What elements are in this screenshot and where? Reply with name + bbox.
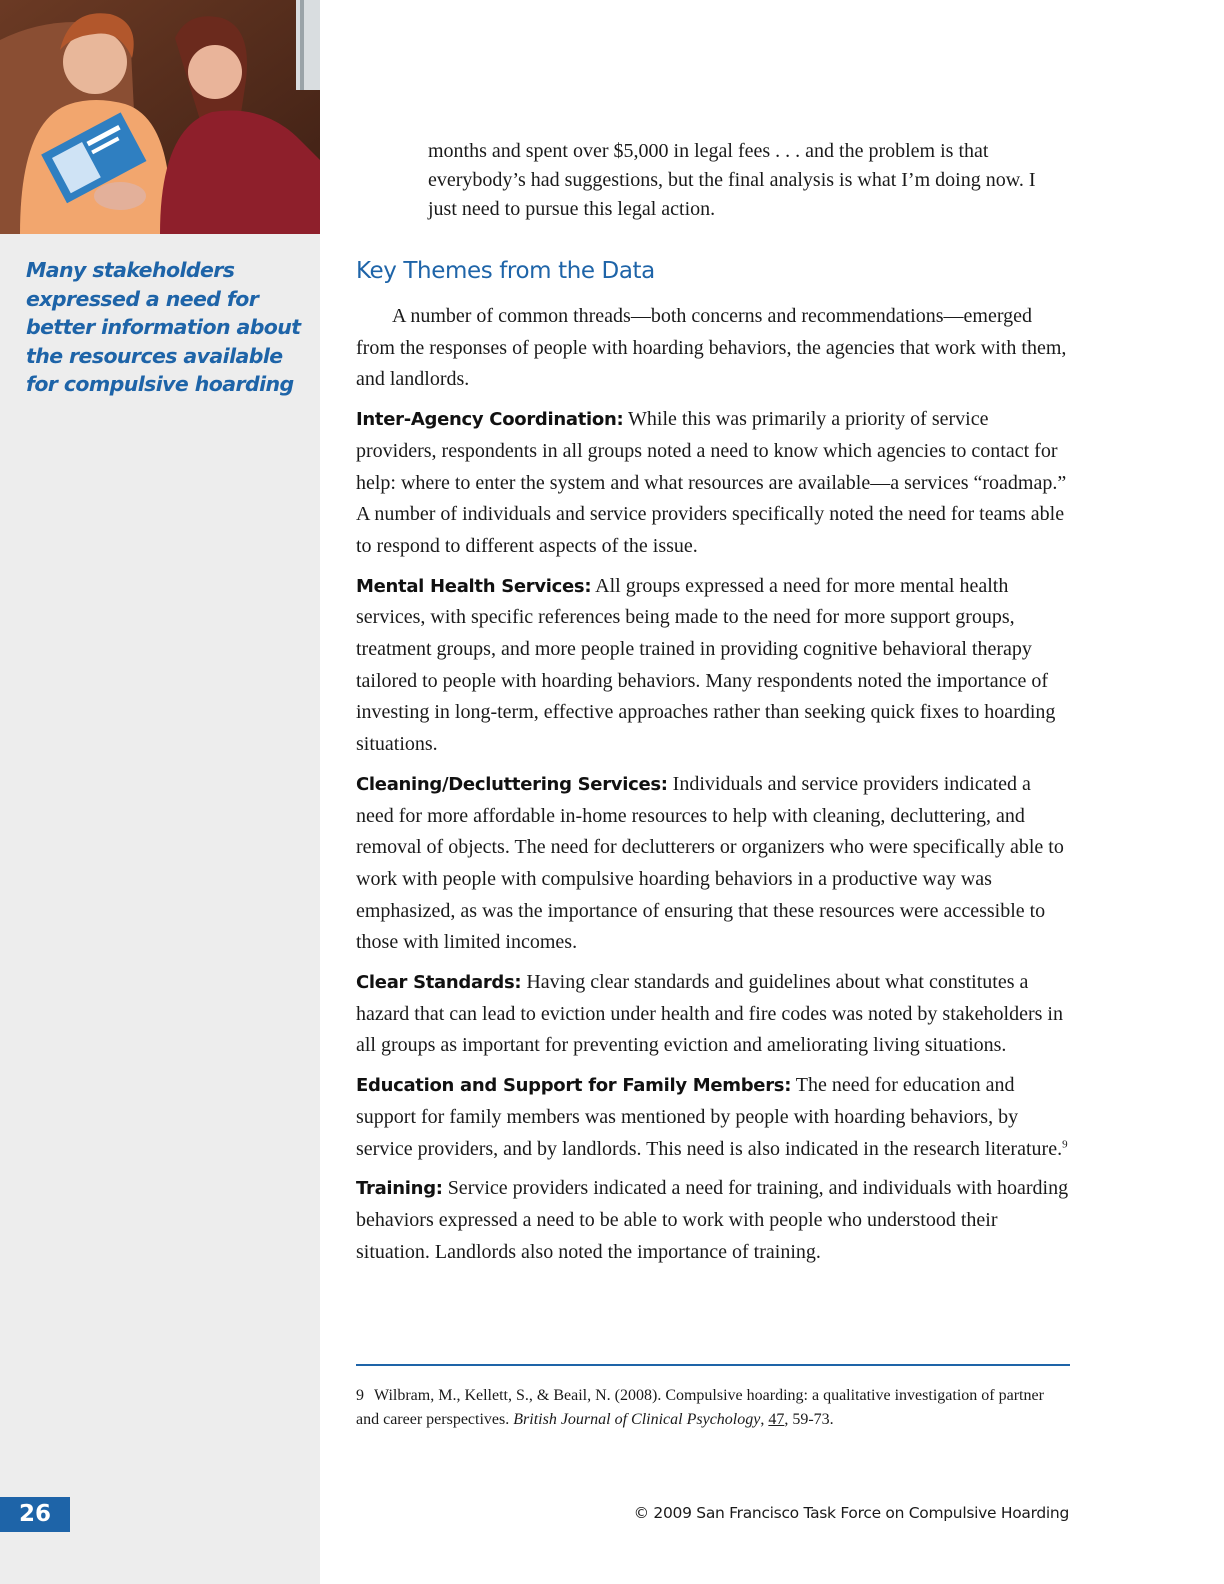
theme-label: Training: bbox=[356, 1178, 443, 1200]
theme-text: Service providers indicated a need for training, and individuals with hoarding behaviors expressed a need to be able to work with people who understood their situation. Landlords also noted the importance of training. bbox=[356, 1177, 1069, 1263]
theme-label: Inter-Agency Coordination: bbox=[356, 409, 624, 431]
quote-continuation: months and spent over $5,000 in legal fees . . . and the problem is that everybody’s had suggestions, but the final analysis is what I’m doing now. I just need to pursue this legal action. bbox=[428, 140, 1036, 220]
theme-text: While this was primarily a priority of service providers, respondents in all groups noted a need to know which agencies to contact for help: where to enter the system and what resources are available—a services “roadmap.” A number of individuals and service providers specifically noted the need for teams able to respond to different aspects of the issue. bbox=[356, 408, 1067, 557]
footnote-volume: 47 bbox=[768, 1411, 785, 1428]
footnote-divider bbox=[356, 1364, 1070, 1366]
theme-label: Cleaning/Decluttering Services: bbox=[356, 773, 668, 795]
footnote: 9 Wilbram, M., Kellett, S., & Beail, N. (2008). Compulsive hoarding: a qualitative investigation of partner and career perspectives. British Journal of Clinical Psychology, 47, 59-73. bbox=[356, 1387, 1044, 1428]
copyright-footer: © 2009 San Francisco Task Force on Compulsive Hoarding bbox=[633, 1504, 1069, 1522]
theme-text: All groups expressed a need for more mental health services, with specific references being made to the need for more support groups, treatment groups, and more people trained in providing cognitive behavioral therapy tailored to people with hoarding behaviors. Many respondents noted the importance of investing in long-term, effective approaches rather than seeking quick fixes to hoarding situations. bbox=[356, 574, 1056, 756]
theme-text: The need for education and support for family members was mentioned by people with hoarding behaviors, by service providers, and by landlords. This need is also indicated in the research literature. bbox=[356, 1074, 1063, 1160]
theme-label: Clear Standards: bbox=[356, 972, 522, 994]
theme-family-education-support bbox=[356, 1070, 1070, 1165]
footnote-reference[interactable]: 9 bbox=[1062, 1137, 1068, 1150]
theme-inter-agency-coordination bbox=[356, 404, 1070, 563]
theme-label: Mental Health Services: bbox=[356, 575, 592, 597]
footnote-pages: , 59-73. bbox=[784, 1411, 834, 1428]
theme-text: Individuals and service providers indicated a need for more affordable in-home resources to help with cleaning, decluttering, and removal of objects. The need for declutterers or organizers who were specifically able to work with people with compulsive hoarding behaviors in a productive way was emphasized, as was the importance of ensuring that these resources were accessible to those with limited incomes. bbox=[356, 772, 1064, 954]
theme-clear-standards bbox=[356, 967, 1070, 1062]
footnote-number: 9 bbox=[356, 1387, 364, 1404]
theme-training bbox=[356, 1173, 1070, 1268]
theme-label: Education and Support for Family Members: bbox=[356, 1075, 792, 1097]
page-number: 26 bbox=[0, 1497, 70, 1532]
theme-cleaning-decluttering-services bbox=[356, 769, 1070, 959]
sidebar bbox=[0, 0, 320, 1584]
theme-mental-health-services bbox=[356, 571, 1070, 761]
footnote-journal: British Journal of Clinical Psychology bbox=[513, 1411, 761, 1428]
body-text bbox=[356, 301, 1070, 1276]
section-heading: Key Themes from the Data bbox=[356, 258, 655, 284]
theme-text: Having clear standards and guidelines about what constitutes a hazard that can lead to eviction under health and fire codes was noted by stakeholders in all groups as important for preventing eviction and ameliorating living situations. bbox=[356, 971, 1063, 1057]
pull-quote: Many stakeholders expressed a need for better information about the resources available for compulsive hoarding bbox=[26, 258, 301, 396]
footnote-citation: Wilbram, M., Kellett, S., & Beail, N. (2008). Compulsive hoarding: a qualitative investigation of partner and career perspectives. bbox=[356, 1387, 1044, 1428]
caregiver-photo bbox=[0, 0, 320, 234]
intro-paragraph: A number of common threads—both concerns and recommendations—emerged from the responses of people with hoarding behaviors, the agencies that work with them, and landlords. bbox=[356, 305, 1067, 391]
